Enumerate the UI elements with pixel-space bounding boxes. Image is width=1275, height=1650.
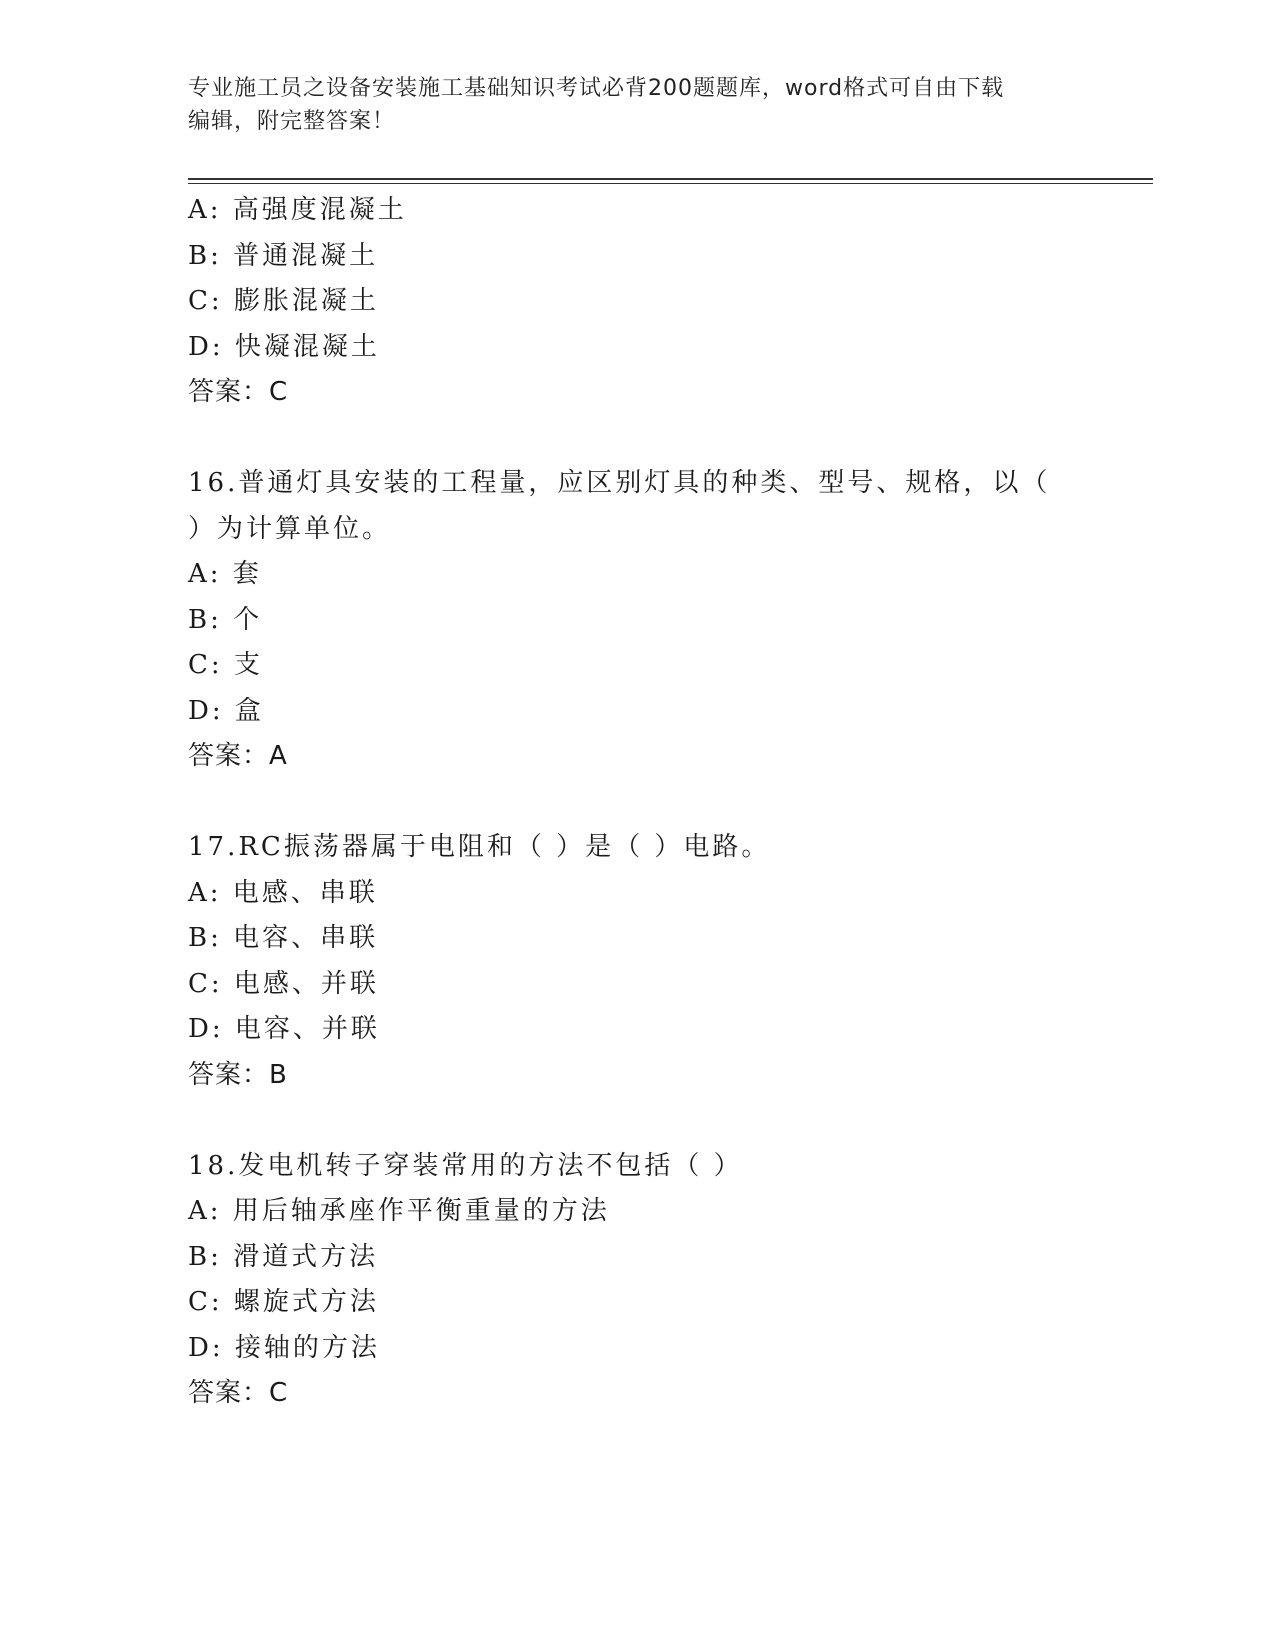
option-b: B: 电容、串联 [188,923,379,953]
question-18 [188,1144,1088,1417]
option-b: B: 普通混凝土 [188,240,379,271]
option-c: C: 支 [188,650,263,680]
header-divider-thin [188,183,1153,184]
question-15 [188,188,1088,416]
question-16 [188,461,1088,780]
header-divider-thick [188,178,1153,180]
option-c: C: 螺旋式方法 [188,1287,379,1317]
question-stem: 17.RC振荡器属于电阻和（ ）是（ ）电路。 [188,832,771,862]
question-list [188,188,1088,1417]
option-a: A: 电感、串联 [188,877,378,908]
question-17 [188,825,1088,1098]
answer: 答案：C [188,1378,289,1408]
option-a: A: 用后轴承座作平衡重量的方法 [188,1196,610,1226]
question-stem-continued: ）为计算单位。 [188,513,392,544]
option-c: C: 电感、并联 [188,968,379,999]
option-b: B: 个 [188,604,263,635]
option-d: D: 快凝混凝土 [188,331,380,362]
option-a: A: 套 [188,559,262,589]
spacer [188,416,1088,462]
option-d: D: 盒 [188,695,264,726]
answer: 答案：C [188,377,289,407]
option-c: C: 膨胀混凝土 [188,286,379,316]
question-stem: 16.普通灯具安装的工程量，应区别灯具的种类、型号、规格，以（ [188,468,1051,498]
spacer [188,1098,1088,1144]
option-b: B: 滑道式方法 [188,1241,379,1272]
option-a: A: 高强度混凝土 [188,195,407,225]
document-header [188,72,1068,138]
question-stem: 18.发电机转子穿装常用的方法不包括（ ） [188,1150,743,1181]
header-line-2: 编辑，附完整答案！ [188,109,396,134]
spacer [188,780,1088,826]
option-d: D: 电容、并联 [188,1014,380,1044]
option-d: D: 接轴的方法 [188,1332,380,1363]
answer: 答案：A [188,741,288,771]
answer: 答案：B [188,1059,288,1090]
header-line-1: 专业施工员之设备安装施工基础知识考试必背200题题库，word格式可自由下载 [188,76,1005,101]
